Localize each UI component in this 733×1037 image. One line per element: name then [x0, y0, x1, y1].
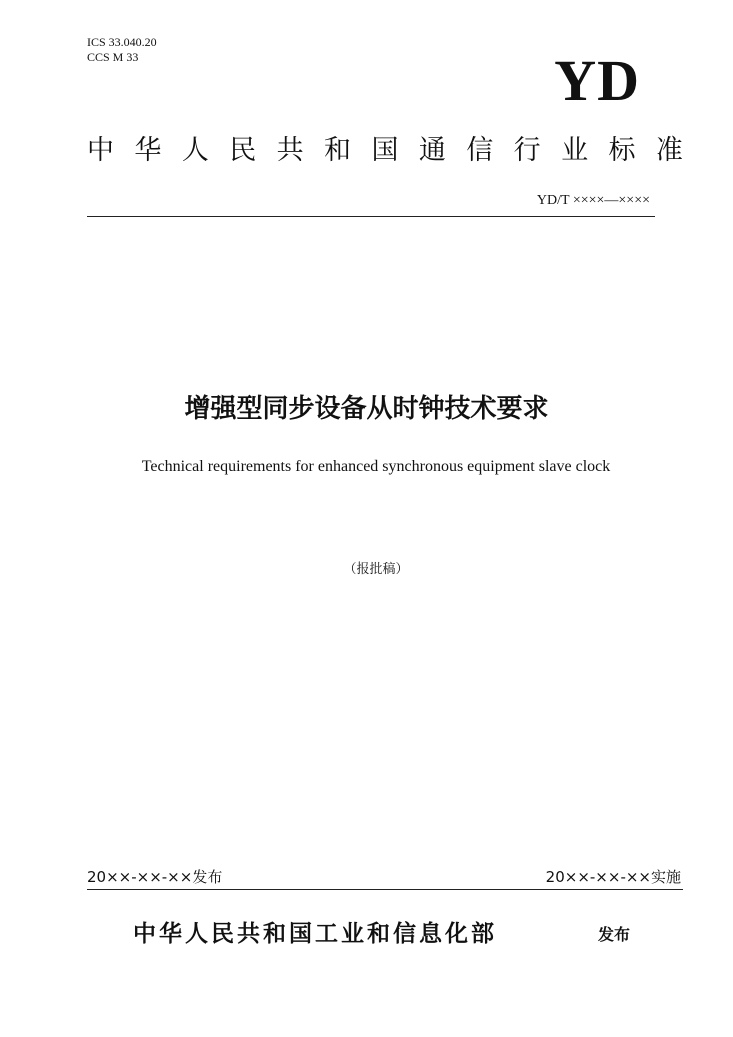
standard-name — [87, 134, 683, 168]
standard-name-char: 和 — [324, 135, 352, 166]
standard-name-char: 民 — [229, 135, 257, 166]
document-title-chinese: 增强型同步设备从时钟技术要求 — [184, 394, 549, 424]
ics-code: ICS 33.040.20 — [87, 35, 157, 49]
ccs-code: CCS M 33 — [87, 50, 139, 64]
standard-name-char: 中 — [87, 135, 114, 166]
yd-logo: YD — [554, 48, 640, 113]
standard-name-char: 人 — [181, 135, 209, 166]
standard-name-char: 准 — [655, 135, 683, 166]
header-divider — [87, 216, 655, 217]
standard-name-char: 业 — [561, 135, 589, 166]
implement-date: 20××-××-××实施 — [545, 868, 681, 886]
standard-name-char: 国 — [371, 135, 399, 166]
publisher-name: 中华人民共和国工业和信息化部 — [133, 921, 497, 947]
standard-name-char: 信 — [466, 135, 494, 166]
footer-divider — [87, 889, 683, 890]
standard-name-char: 行 — [513, 135, 541, 166]
issue-date: 20××-××-××发布 — [87, 868, 223, 886]
standard-name-char: 共 — [276, 135, 304, 166]
standard-name-char: 华 — [134, 135, 162, 166]
publisher-suffix: 发布 — [598, 925, 631, 944]
standard-name-char: 标 — [608, 135, 636, 166]
standard-name-char: 通 — [418, 135, 446, 166]
draft-status: （报批稿） — [343, 562, 409, 577]
standard-code: YD/T ××××—×××× — [536, 193, 650, 208]
document-title-english: Technical requirements for enhanced synchronous equipment slave clock — [141, 458, 611, 475]
